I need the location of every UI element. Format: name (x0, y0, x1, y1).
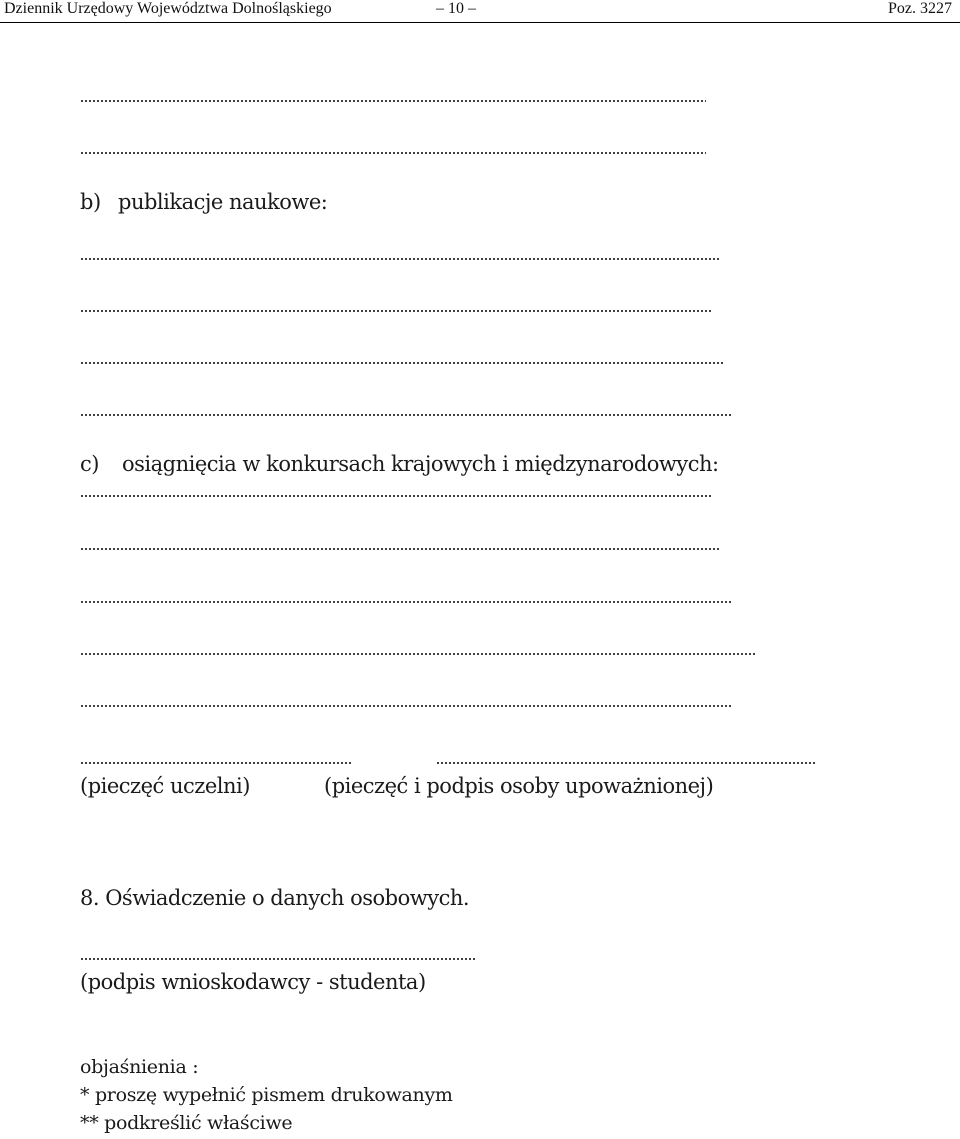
note-underline: ** podkreślić właściwe (80, 1112, 293, 1134)
section-b-label: b) (80, 190, 101, 214)
notes-heading: objaśnienia : (80, 1056, 199, 1078)
university-stamp-line (80, 761, 352, 765)
applicant-signature-line (80, 957, 475, 961)
dotted-line (80, 494, 713, 498)
dotted-line (80, 151, 706, 155)
applicant-signature-caption: (podpis wnioskodawcy - studenta) (80, 970, 426, 994)
dotted-line (80, 652, 756, 656)
statement-title: 8. Oświadczenie o danych osobowych. (80, 886, 470, 910)
page-number: – 10 – (436, 0, 476, 17)
dotted-line (80, 600, 731, 604)
dotted-line (80, 413, 731, 417)
note-print: * proszę wypełnić pismem drukowanym (80, 1084, 453, 1106)
authorized-signature-caption: (pieczęć i podpis osoby upoważnionej) (324, 774, 714, 798)
dotted-line (80, 547, 719, 551)
page-header (0, 0, 960, 23)
section-c-title: osiągnięcia w konkursach krajowych i międzynarodowych: (122, 452, 719, 476)
dotted-line (80, 257, 719, 261)
journal-title: Dziennik Urzędowy Województwa Dolnośląskiego (4, 0, 332, 17)
university-stamp-caption: (pieczęć uczelni) (80, 774, 250, 798)
dotted-line (80, 99, 706, 103)
section-c-label: c) (80, 452, 99, 476)
position-number: Poz. 3227 (888, 0, 952, 17)
dotted-line (80, 309, 713, 313)
dotted-line (80, 704, 731, 708)
section-b-title: publikacje naukowe: (118, 190, 328, 214)
authorized-signature-line (436, 761, 817, 765)
dotted-line (80, 361, 725, 365)
